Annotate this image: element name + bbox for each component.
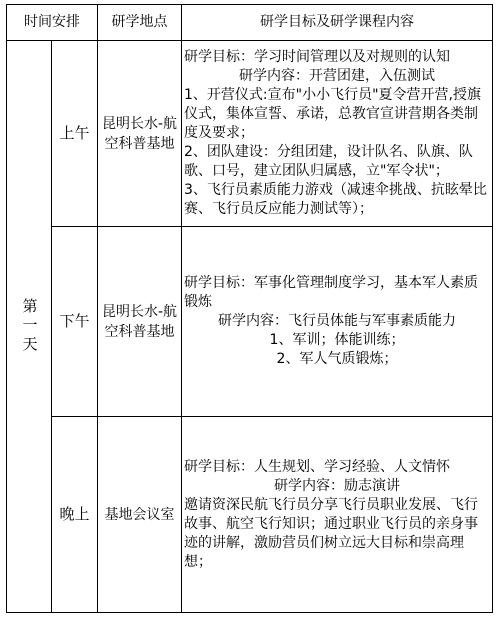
content-line: 研学目标：军事化管理制度学习，基本军人素质锻炼 <box>184 275 478 310</box>
content-cell <box>182 227 493 417</box>
content-line: 2、军人气质锻炼； <box>276 351 398 367</box>
content-line: 研学内容：飞行员体能与军事素质能力 <box>218 313 456 329</box>
day-label: 第一天 <box>20 298 39 355</box>
itinerary-table <box>6 4 493 613</box>
header-time: 时间安排 <box>7 5 98 41</box>
content-line: 研学内容：励志演讲 <box>274 477 400 494</box>
header-content: 研学目标及研学课程内容 <box>182 5 493 41</box>
header-row <box>7 5 493 41</box>
place-cell: 昆明长水-航空科普基地 <box>98 227 182 417</box>
day-cell <box>7 41 52 613</box>
period-cell: 晚上 <box>52 417 98 613</box>
table-row <box>7 41 493 227</box>
content-line: 邀请资深民航飞行员分享飞行员职业发展、飞行故事、航空飞行知识；通过职业飞行员的亲身事迹的讲解，激励营员们树立远大目标和崇高理想； <box>184 496 478 570</box>
place-cell: 基地会议室 <box>98 417 182 613</box>
content-line: 1、军训；体能训练； <box>269 332 405 348</box>
content-line: 研学目标：人生规划、学习经验、人文情怀 <box>184 458 450 475</box>
period-cell: 下午 <box>52 227 98 417</box>
content-cell <box>182 41 493 227</box>
content-line: 3、飞行员素质能力游戏（减速伞挑战、抗眩晕比赛、飞行员反应能力测试等）； <box>184 182 487 217</box>
content-line: 2、团队建设：分组团建，设计队名、队旗、队歌、口号，建立团队归属感，立"军令状"； <box>184 144 473 179</box>
header-place: 研学地点 <box>98 5 182 41</box>
content-line: 研学内容：开营团建，入伍测试 <box>239 68 435 84</box>
content-cell <box>182 417 493 613</box>
period-cell: 上午 <box>52 41 98 227</box>
table-row <box>7 417 493 613</box>
content-line: 研学目标：学习时间管理以及对规则的认知 <box>184 49 450 65</box>
table-row <box>7 227 493 417</box>
place-cell: 昆明长水-航空科普基地 <box>98 41 182 227</box>
content-line: 1、开营仪式:宣布"小小飞行员"夏令营开营,授旗仪式，集体宣誓、承诺，总教官宣讲营期各类制度及要求； <box>184 87 481 141</box>
